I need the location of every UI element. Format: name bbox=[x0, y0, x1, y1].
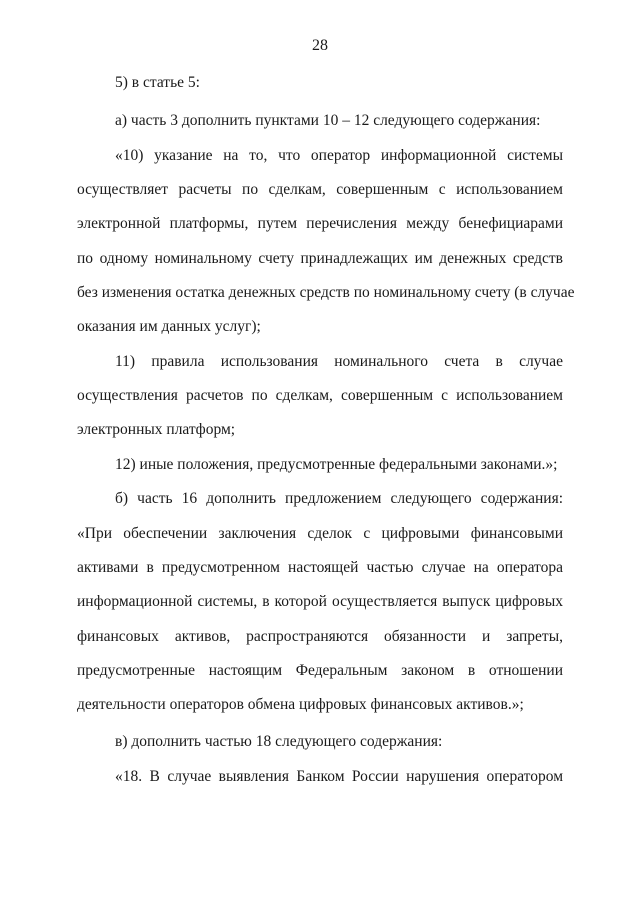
page-number: 28 bbox=[312, 37, 328, 54]
text-line: «10) указание на то, что оператор информационной системы bbox=[115, 147, 563, 164]
text-line: предусмотренные настоящим Федеральным законом в отношении bbox=[77, 662, 563, 679]
text-line: информационной системы, в которой осуществляется выпуск цифровых bbox=[77, 593, 563, 610]
text-line: электронных платформ; bbox=[77, 421, 236, 438]
text-line: без изменения остатка денежных средств по номинальному счету (в случае bbox=[77, 284, 575, 301]
text-line: оказания им данных услуг); bbox=[77, 318, 261, 335]
text-line: «При обеспечении заключения сделок с цифровыми финансовыми bbox=[77, 525, 563, 542]
text-line: финансовых активов, распространяются обязанности и запреты, bbox=[77, 628, 563, 645]
text-line: осуществления расчетов по сделкам, совершенным с использованием bbox=[77, 387, 563, 404]
text-line: по одному номинальному счету принадлежащих им денежных средств bbox=[77, 250, 563, 267]
text-line: активами в предусмотренном настоящей частью случае на оператора bbox=[77, 559, 563, 576]
text-line: а) часть 3 дополнить пунктами 10 – 12 следующего содержания: bbox=[115, 112, 541, 129]
text-line: в) дополнить частью 18 следующего содержания: bbox=[115, 733, 443, 750]
text-line: осуществляет расчеты по сделкам, совершенным с использованием bbox=[77, 181, 563, 198]
text-line: «18. В случае выявления Банком России нарушения оператором bbox=[115, 768, 563, 785]
text-line: б) часть 16 дополнить предложением следующего содержания: bbox=[115, 490, 563, 507]
text-line: 11) правила использования номинального счета в случае bbox=[115, 353, 563, 370]
text-line: электронной платформы, путем перечисления между бенефициарами bbox=[77, 215, 563, 232]
text-line: деятельности операторов обмена цифровых финансовых активов.»; bbox=[77, 696, 524, 713]
text-line: 12) иные положения, предусмотренные федеральными законами.»; bbox=[115, 456, 558, 473]
text-line: 5) в статье 5: bbox=[115, 74, 200, 91]
